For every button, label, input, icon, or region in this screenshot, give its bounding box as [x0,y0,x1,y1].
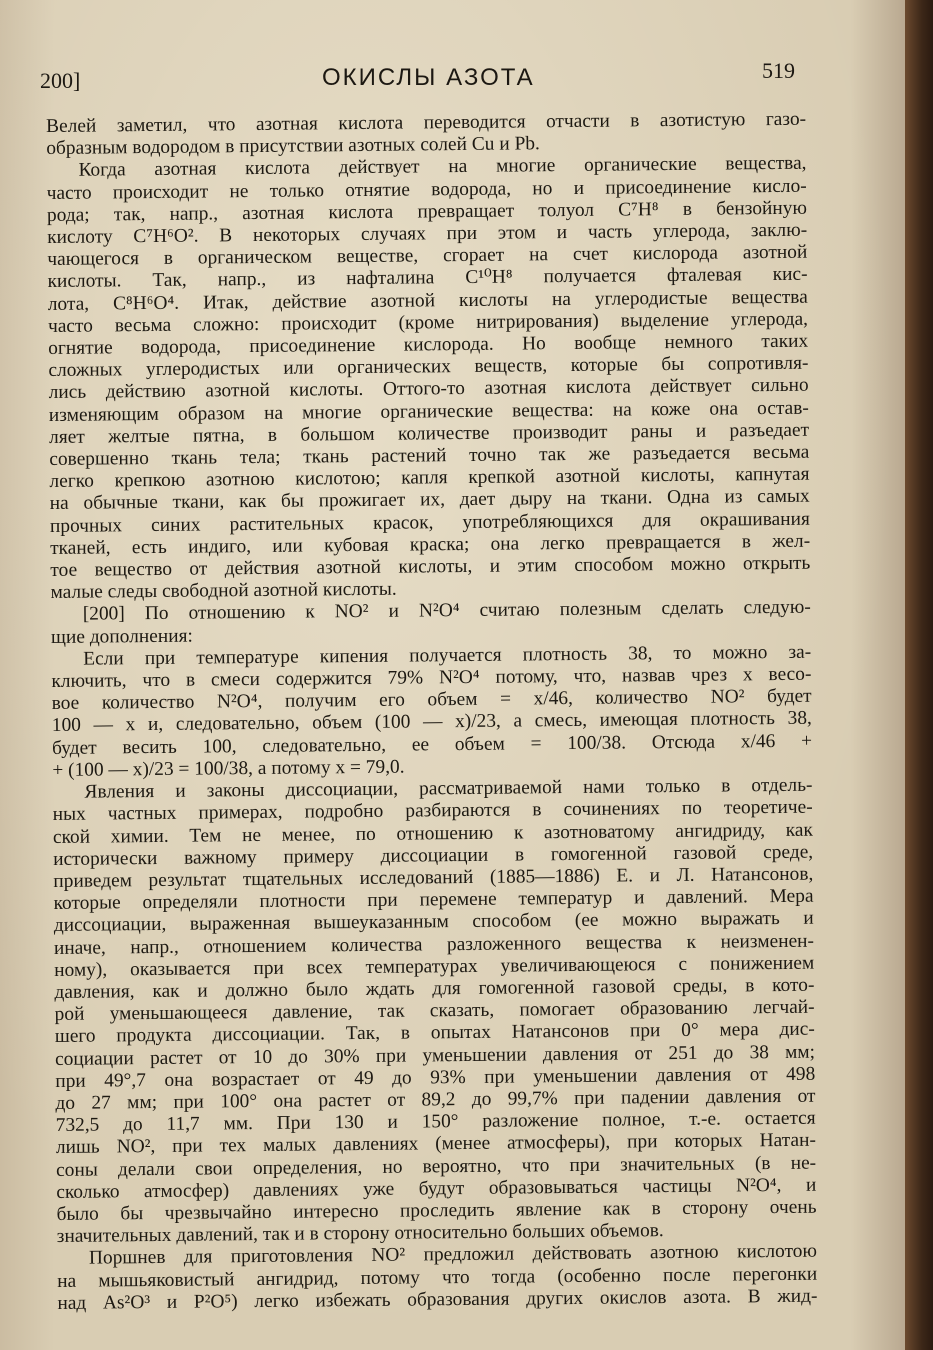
text-line: ключить, что в смеси содержится 79% N²O⁴ потому, что, назвав чрез x весо- [51,663,812,693]
text-line: чающегося в органическом веществе, сгорает на счет кислорода азотной [47,241,808,271]
text-line: Велей заметил, что азотная кислота переводится отчасти в азотистую газо- [46,108,807,137]
text-line: при 49°,7 она возрастает от 49 до 93% при уменьшении давления от 498 [55,1063,816,1092]
text-line: лишь NO², при тех малых давлениях (менее атмосферы), при которых Натан- [55,1130,816,1159]
text-line: лись действию азотной кислоты. Оттого-то азотная кислота действует сильно [48,375,809,404]
text-line: рода; так, напр., азотная кислота превращает толуол C⁷H⁸ в бензойную [46,197,808,226]
text-line: щие дополнения: [50,625,193,648]
text-line: приведем результат тщательных исследований (1885—1886) Е. и Л. Натансонов, [53,863,814,892]
text-line: на мышьяковистый ангидрид, потому что тогда (особенно после перегонки [57,1263,818,1292]
text-line: иначе, напр., отношением количества разложенного вещества к неизменен- [53,930,815,959]
text-line: диссоциации, выраженная вышеуказанным способом (ее можно выражать и [53,907,814,937]
text-line: кислоту C⁷H⁶O². В некоторых случаях при этом и часть углерода, заклю- [47,219,808,249]
text-line: на обычные ткани, как бы прожигает их, дает дыру на ткани. Одна из самых [49,486,810,515]
text-line: изменяющим образом на многие органические вещества: на коже она остав- [48,397,809,426]
text-line: тое вещество от действия азотной кислоты, и этим способом можно открыть [50,552,811,582]
text-line: 732,5 до 11,7 мм. При 130 и 150° разложение полное, т.-е. остается [55,1107,816,1137]
text-line: сколько атмосфер) давлениях уже будут образовываться частицы N²O⁴, и [56,1174,817,1203]
text-line: исторически важному примеру диссоциации в гомогенной газовой среде, [53,841,814,870]
text-line: социации растет от 10 до 30% при уменьшении давления от 251 до 38 мм; [54,1041,816,1070]
text-line: Явления и законы диссоциации, рассматриваемой нами только в отдель- [84,774,813,803]
text-line: ных частных примерах, подробно разбираются в сочинениях по теоретиче- [52,796,813,826]
text-line: малые следы свободной азотной кислоты. [50,578,397,604]
text-line: которые определяли плотности при перемене температур и давлений. Мера [53,885,814,915]
text-line: ному), оказывается при всех температурах увеличивающеюся с понижением [54,952,815,981]
text-line: шего продукта диссоциации. Так, в опытах Натансонов при 0° мера дис- [54,1018,815,1048]
text-line: часто весьма сложно: происходит (кроме нитрирования) выделение углерода, [47,308,809,337]
text-line: значительных давлений, так и в сторону относительно больших объемов. [56,1220,664,1248]
text-line: ляет желтые пятна, в большом количестве производит раны и разъедает [48,419,810,448]
text-line: до 27 мм; при 100° она растет от 89,2 до 99,7% при падении давления от [55,1085,816,1114]
section-number: 200] [40,68,81,93]
page-number: 519 [762,58,795,83]
text-line: было бы чрезвычайно интересно проследить явление как в сторону очень [56,1196,817,1225]
text-line: будет весить 100, следовательно, ее объем = 100/38. Отсюда x/46 + [51,730,813,759]
text-line: ской химии. Тем не менее, по отношению к азотноватому ангидриду, как [52,819,813,848]
text-line: Когда азотная кислота действует на многие органические вещества, [78,153,807,182]
text-line: совершенно ткань тела; ткань растений точно так же разъедается весьма [49,441,810,471]
text-line: легко крепкою азотною кислотою; капля крепкой азотной кислоты, капнутая [49,463,810,493]
text-line: огнятие водорода, присоединение кислорода. Но вообще немного таких [48,330,809,360]
text-line: рой уменьшающееся давление, так сказать, помогает образованию легчай- [54,996,815,1026]
page-header [0,56,905,96]
text-line: часто происходит не только отнятие водорода, но и присоединение кисло- [46,175,807,204]
book-edge [905,0,933,1350]
text-line: [200] По отношению к NO² и N²O⁴ считаю полезным сделать следую- [82,597,811,626]
text-line: вое количество N²O⁴, получим его объем = x/46, количество NO² будет [51,685,812,715]
text-line: Поршнев для приготовления NO² предложил действовать азотною кислотою [88,1241,818,1269]
text-line: прочных синих растительных красок, употребляющихся для окрашивания [49,508,811,537]
text-line: образным водородом в присутствии азотных солей Cu и Pb. [46,133,540,160]
text-line: лота, C⁸H⁶O⁴. Итак, действие азотной кислоты на углеродистые вещества [47,286,808,315]
text-line: кислоты. Так, напр., из нафталина C¹⁰H⁸ получается фталевая кис- [47,264,808,293]
body-text [46,109,817,1315]
text-line: сложных углеродистых или органических веществ, которые бы сопротивля- [48,352,809,382]
text-line: Если при температуре кипения получается плотность 38, то можно за- [83,641,812,670]
running-title: ОКИСЛЫ АЗОТА [322,64,535,91]
text-line: над As²O³ и P²O⁵) легко избежать образования других окислов азота. В жид- [57,1285,818,1314]
text-line: тканей, есть индиго, или кубовая краска; она легко превращается в жел- [50,530,811,559]
text-line: 100 — x и, следовательно, объем (100 — x)/23, а смесь, имеющая плотность 38, [51,708,812,737]
text-line: давления, как и должно было ждать для гомогенной газовой среды, в кото- [54,974,815,1003]
text-line: соны делали свои определения, но вероятно, что при значительных (в не- [56,1152,817,1181]
text-line: + (100 — x)/23 = 100/38, а потому x = 79,0. [52,756,405,781]
